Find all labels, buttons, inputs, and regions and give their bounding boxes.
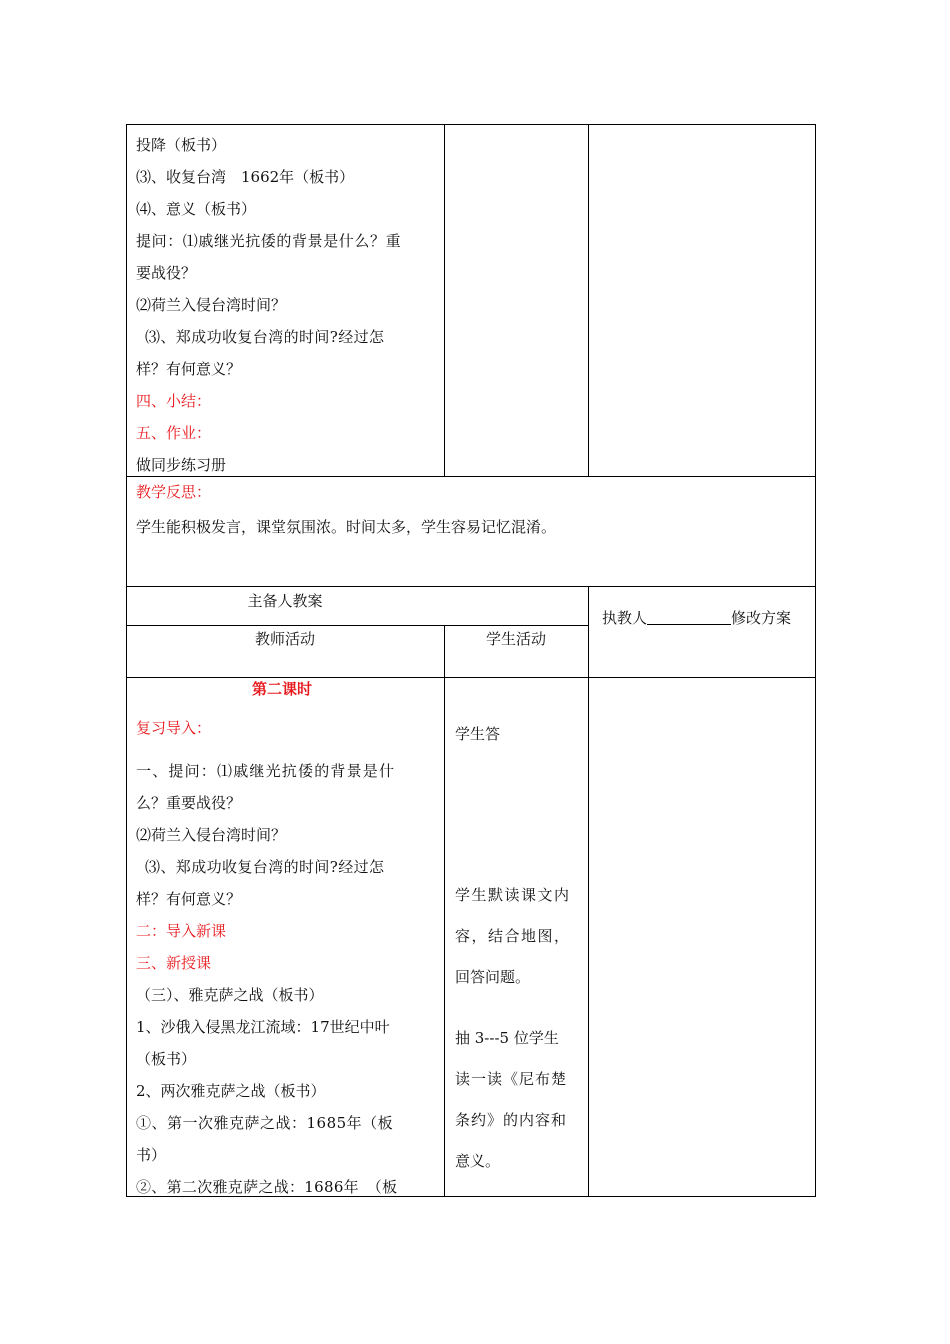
new-teaching-heading: 三、新授课 [136, 954, 212, 972]
student-activity-header: 学生活动 [485, 630, 546, 648]
text-line: ⑵荷兰入侵台湾时间？ [136, 296, 287, 314]
text-line: （三）、雅克萨之战（板书） [136, 986, 324, 1004]
student-read-line: 回答问题。 [455, 968, 531, 986]
text-line: 一、提问：⑴戚继光抗倭的背景是什 [136, 762, 396, 780]
text-line: ⑶、收复台湾 1662年（板书） [136, 168, 355, 186]
executor-blank [647, 608, 731, 625]
text-line: 1、沙俄入侵黑龙江流域：17世纪中叶 [136, 1018, 390, 1036]
student-answer: 学生答 [455, 725, 501, 743]
table-border-left [126, 124, 127, 1197]
main-plan-header: 主备人教案 [247, 592, 323, 610]
review-heading: 复习导入： [136, 719, 212, 737]
text-line: 要战役？ [136, 264, 197, 282]
modify-label: 修改方案 [731, 609, 792, 627]
row-divider-lesson [126, 677, 816, 678]
text-line: 2、两次雅克萨之战（板书） [136, 1082, 326, 1100]
student-read-line: 容，结合地图， [455, 927, 571, 945]
student-pick-line: 读一读《尼布楚 [455, 1070, 568, 1088]
reflection-heading: 教学反思： [136, 483, 212, 501]
text-line: 样？有何意义？ [136, 360, 242, 378]
col-divider-1-top [444, 124, 445, 476]
executor-cell [602, 608, 791, 628]
row-divider-subheader [126, 625, 589, 626]
text-line: ⑶、郑成功收复台湾的时间?经过怎 [145, 328, 385, 346]
new-lesson-intro: 二：导入新课 [136, 922, 227, 940]
lesson-title: 第二课时 [252, 680, 313, 698]
student-pick-line: 意义。 [455, 1152, 501, 1170]
text-line: 样？有何意义？ [136, 890, 242, 908]
text-line: ⑷、意义（板书） [136, 200, 257, 218]
text-line: ②、第二次雅克萨之战：1686年 （板 [136, 1178, 398, 1196]
text-line: ①、第一次雅克萨之战：1685年（板 [136, 1114, 394, 1132]
text-line: （板书） [136, 1050, 197, 1068]
executor-label: 执教人 [602, 609, 648, 627]
row-divider-reflection [126, 476, 816, 477]
teacher-activity-header: 教师活动 [254, 630, 315, 648]
col-divider-1-lower [444, 625, 445, 1197]
table-border-right [815, 124, 816, 1197]
table-border-top [126, 124, 816, 125]
student-pick-line: 抽 3---5 位学生 [455, 1029, 559, 1047]
text-line: 投降（板书） [136, 136, 227, 154]
text-line: 书） [136, 1146, 167, 1164]
student-read-line: 学生默读课文内 [455, 886, 571, 904]
text-line: ⑵荷兰入侵台湾时间？ [136, 826, 287, 844]
col-divider-2-header [588, 586, 589, 1197]
text-line: ⑶、郑成功收复台湾的时间?经过怎 [145, 858, 385, 876]
text-line: 提问：⑴戚继光抗倭的背景是什么？重 [136, 232, 402, 250]
reflection-text: 学生能积极发言，课堂氛围浓。时间太多，学生容易记忆混淆。 [136, 518, 557, 536]
homework-text: 做同步练习册 [136, 456, 227, 474]
row-divider-header [126, 586, 816, 587]
col-divider-2-top [588, 124, 589, 476]
text-line: 么？重要战役？ [136, 794, 242, 812]
student-pick-line: 条约》的内容和 [455, 1111, 568, 1129]
homework-heading: 五、作业： [136, 424, 212, 442]
summary-heading: 四、小结： [136, 392, 212, 410]
